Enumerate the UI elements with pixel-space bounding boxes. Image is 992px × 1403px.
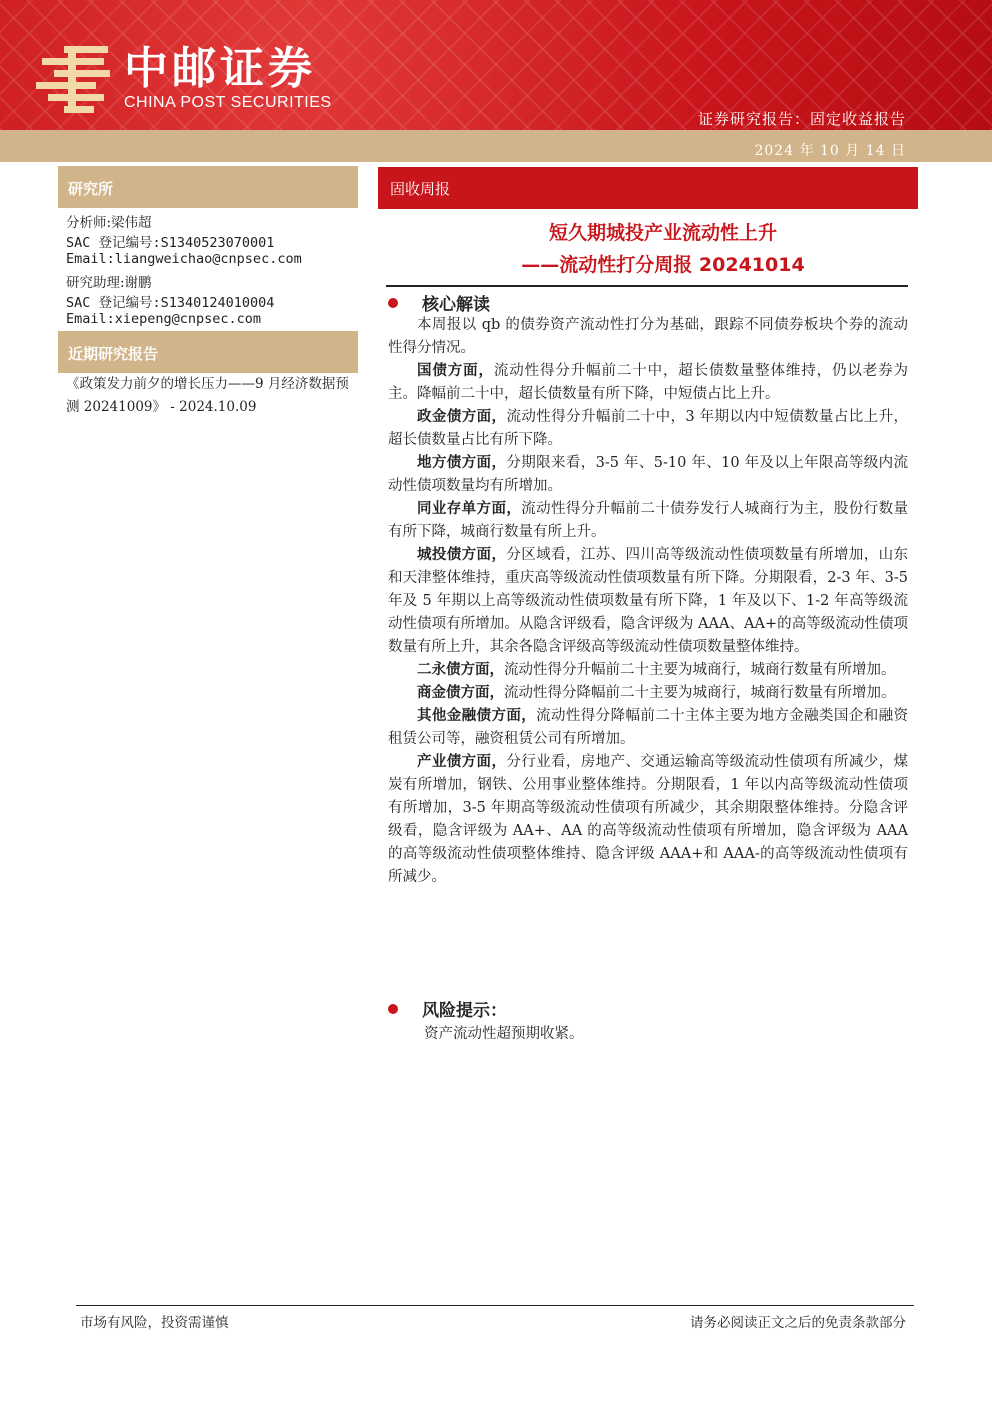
core-body — [388, 314, 908, 889]
recent-reports-heading: 近期研究报告 — [58, 331, 358, 373]
risk-text: 资产流动性超预期收紧。 — [424, 1026, 584, 1042]
report-type: 证券研究报告：固定收益报告 — [697, 110, 906, 128]
report-title: 短久期城投产业流动性上升 — [548, 222, 777, 244]
bullet-dot-icon — [388, 1004, 398, 1014]
footer-notice: 请务必阅读正文之后的免责条款部分 — [690, 1315, 906, 1331]
paragraph: 其他金融债方面，流动性得分降幅前二十主体主要为地方金融类国企和融资租赁公司等，融资租赁公司有所增加。 — [388, 708, 908, 747]
brand-name-en: CHINA POST SECURITIES — [124, 94, 332, 111]
risk-section-heading — [388, 996, 507, 1021]
footer-divider — [76, 1305, 914, 1306]
core-heading-text: 核心解读 — [422, 295, 490, 315]
title-divider — [386, 285, 908, 287]
report-tag: 固收周报 — [390, 180, 451, 198]
paragraph: 本周报以 qb 的债券资产流动性打分为基础，跟踪不同债券板块个券的流动性得分情况。 — [388, 317, 908, 356]
report-subtitle: ——流动性打分周报 20241014 — [521, 254, 805, 276]
paragraph: 二永债方面，流动性得分升幅前二十主要为城商行，城商行数量有所增加。 — [417, 662, 896, 678]
core-section-heading — [388, 290, 490, 315]
assistant-email[interactable]: Email:xiepeng@cnpsec.com — [66, 311, 262, 327]
paragraph-lead: 国债方面， — [417, 363, 494, 379]
risk-heading-text: 风险提示： — [422, 1001, 507, 1021]
paragraph-lead: 其他金融债方面， — [417, 708, 537, 724]
report-date: 2024 年 10 月 14 日 — [754, 143, 906, 159]
paragraph: 商金债方面，流动性得分降幅前二十主要为城商行，城商行数量有所增加。 — [417, 685, 896, 701]
analyst-name: 分析师:梁伟超 — [66, 215, 152, 231]
paragraph-lead: 地方债方面， — [417, 455, 507, 471]
paragraph-lead: 商金债方面， — [417, 685, 504, 701]
report-tag-bar — [378, 167, 918, 209]
header-banner — [0, 0, 992, 130]
analyst-email[interactable]: Email:liangweichao@cnpsec.com — [66, 251, 302, 267]
footer-disclaimer: 市场有风险，投资需谨慎 — [80, 1315, 229, 1331]
institute-heading: 研究所 — [58, 166, 358, 208]
assistant-sac: SAC 登记编号:S1340124010004 — [66, 295, 275, 311]
paragraph-lead: 城投债方面， — [417, 547, 507, 563]
recent-report-item[interactable]: 《政策发力前夕的增长压力——9 月经济数据预测 20241009》 - 2024.10.09 — [66, 376, 349, 415]
china-post-logo-icon — [34, 42, 112, 116]
paragraph: 政金债方面，流动性得分升幅前二十中，3 年期以内中短债数量占比上升，超长债数量占比有所下降。 — [388, 409, 908, 448]
paragraph: 产业债方面，分行业看，房地产、交通运输高等级流动性债项有所减少，煤炭有所增加，钢铁、公用事业整体维持。分期限看，1 年以内高等级流动性债项有所增加，3-5 年期高等级流动性债项有所减少，其余期限整体维持。分隐含评级看，隐含评级为 AA+、AA 的高等级流动性债项有所增加，隐含评级为 AAA 的高等级流动性债项整体维持、隐含评级 AAA+和 AAA-的高等级流动性债项有所减少。 — [388, 754, 908, 885]
paragraph: 同业存单方面，流动性得分升幅前二十债券发行人城商行为主，股份行数量有所下降，城商行数量有所上升。 — [388, 501, 908, 540]
paragraph-lead: 二永债方面， — [417, 662, 504, 678]
paragraph: 国债方面，流动性得分升幅前二十中，超长债数量整体维持，仍以老券为主。降幅前二十中，超长债数量有所下降，中短债占比上升。 — [388, 363, 909, 402]
paragraph-lead: 同业存单方面， — [417, 501, 522, 517]
paragraph: 城投债方面，分区域看，江苏、四川高等级流动性债项数量有所增加，山东和天津整体维持，重庆高等级流动性债项数量有所下降。分期限看，2-3 年、3-5 年及 5 年期以上高等级流动性债项数量有所下降，1 年及以下、1-2 年高等级流动性债项有所增加。从隐含评级看，隐含评级为 AAA、AA+的高等级流动性债项数量有所上升，其余各隐含评级高等级流动性债项数量整体维持。 — [388, 547, 908, 655]
paragraph-lead: 政金债方面， — [417, 409, 507, 425]
brand-name-cn: 中邮证券 — [124, 43, 316, 94]
paragraph-lead: 产业债方面， — [417, 754, 507, 770]
bullet-dot-icon — [388, 298, 398, 308]
analyst-sac: SAC 登记编号:S1340523070001 — [66, 235, 275, 251]
assistant-name: 研究助理:谢鹏 — [66, 275, 152, 291]
paragraph: 地方债方面，分期限来看，3-5 年、5-10 年、10 年及以上年限高等级内流动性债项数量均有所增加。 — [388, 455, 909, 494]
